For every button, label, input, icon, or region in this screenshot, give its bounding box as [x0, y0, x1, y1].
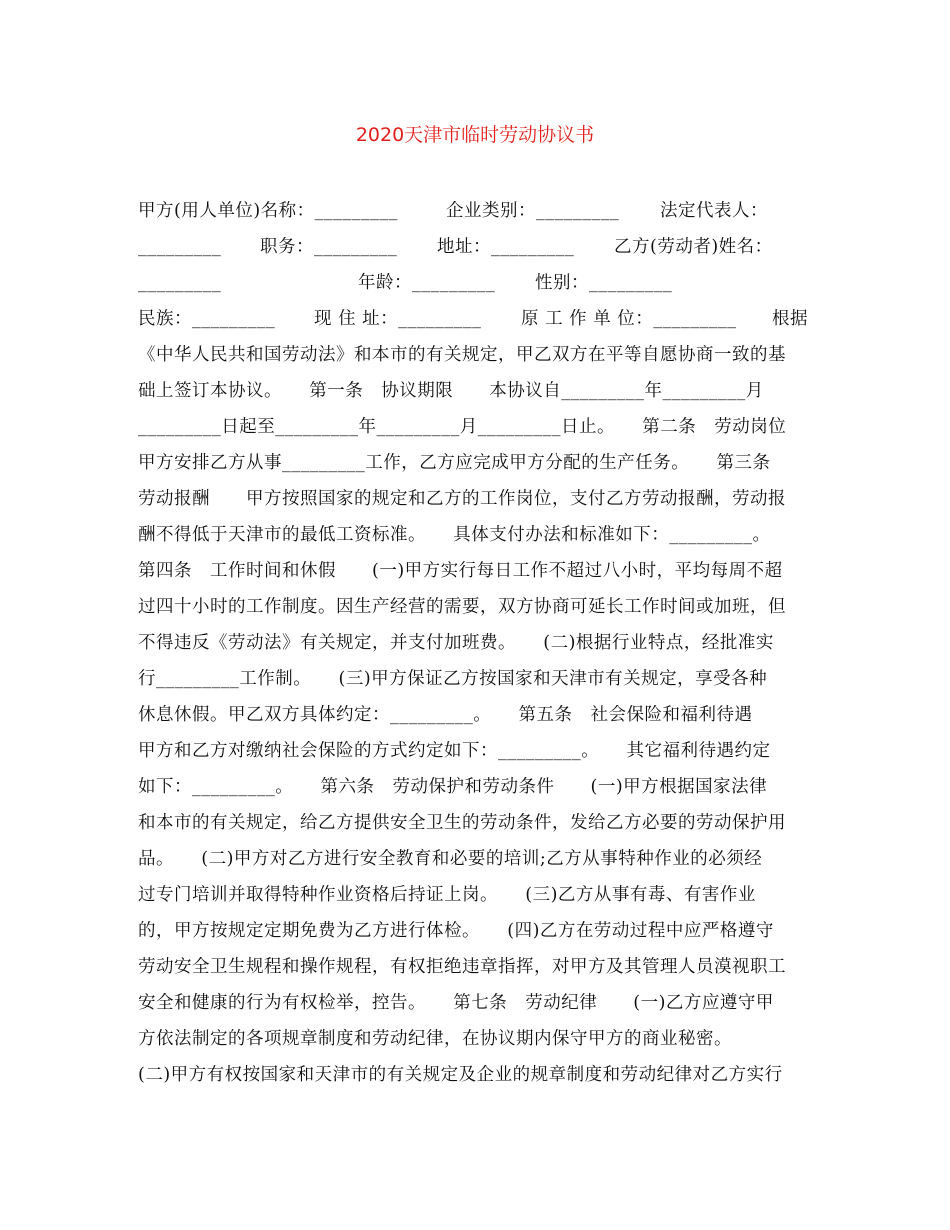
field-employee-name-blank: _________: [138, 273, 222, 293]
text-line: 劳动报酬 甲方按照国家的规定和乙方的工作岗位，支付乙方劳动报酬，劳动报: [138, 489, 786, 509]
text-line: 不得违反《劳动法》有关规定，并支付加班费。 (二)根据行业特点，经批准实: [138, 633, 774, 653]
text-line: 甲方安排乙方从事_________工作，乙方应完成甲方分配的生产任务。 第三条: [138, 453, 771, 473]
text-line: [138, 229, 810, 265]
field-employee-name: 乙方(劳动者)姓名：: [614, 237, 773, 257]
text-line: 的，甲方按规定定期免费为乙方进行体检。 (四)乙方在劳动过程中应严格遵守: [138, 921, 774, 941]
field-company-type: 企业类别：_________: [446, 201, 620, 221]
text-line: 行_________工作制。 (三)甲方保证乙方按国家和天津市有关规定，享受各种: [138, 669, 768, 689]
text-line: [138, 301, 810, 337]
text-line: 如下：_________。 第六条 劳动保护和劳动条件 (一)甲方根据国家法律: [138, 777, 768, 797]
field-legal-rep-blank: _________: [138, 237, 222, 257]
field-current-address: 现 住 址：_________: [314, 309, 482, 329]
field-previous-employer: 原 工 作 单 位：_________: [521, 309, 737, 329]
field-address: 地址：_________: [437, 237, 575, 257]
text-line: 和本市的有关规定，给乙方提供安全卫生的劳动条件，发给乙方必要的劳动保护用: [138, 813, 786, 833]
text-line: 安全和健康的行为有权检举，控告。 第七条 劳动纪律 (一)乙方应遵守甲: [138, 993, 774, 1013]
text-line: 《中华人民共和国劳动法》和本市的有关规定，甲乙双方在平等自愿协商一致的基: [138, 345, 786, 365]
text-line: 劳动安全卫生规程和操作规程，有权拒绝违章指挥，对甲方及其管理人员漠视职工: [138, 957, 786, 977]
text-line: (二)甲方有权按国家和天津市的有关规定及企业的规章制度和劳动纪律对乙方实行: [138, 1065, 783, 1085]
text-line: 甲方和乙方对缴纳社会保险的方式约定如下：_________。 其它福利待遇约定: [138, 741, 771, 761]
field-employer-name: 甲方(用人单位)名称：_________: [138, 201, 398, 221]
field-gender: 性别：_________: [535, 273, 673, 293]
field-age: 年龄：_________: [358, 273, 496, 293]
text-line: _________日起至_________年_________月_________日止。 第二条 劳动岗位: [138, 417, 787, 437]
field-legal-rep: 法定代表人：: [660, 201, 768, 221]
text-line: 品。 (二)甲方对乙方进行安全教育和必要的培训;乙方从事特种作业的必须经: [138, 849, 763, 869]
document-title: 2020天津市临时劳动协议书: [355, 124, 595, 146]
text-line: [138, 265, 810, 301]
text-line: 休息休假。甲乙双方具体约定：_________。 第五条 社会保险和福利待遇: [138, 705, 753, 725]
text-line: 过专门培训并取得特种作业资格后持证上岗。 (三)乙方从事有毒、有害作业: [138, 885, 756, 905]
text-line: 第四条 工作时间和休假 (一)甲方实行每日工作不超过八小时，平均每周不超: [138, 561, 783, 581]
text-line: [138, 193, 810, 229]
text-fragment: 根据: [772, 309, 808, 329]
field-position: 职务：_________: [260, 237, 398, 257]
text-line: 过四十小时的工作制度。因生产经营的需要，双方协商可延长工作时间或加班，但: [138, 597, 786, 617]
field-ethnicity: 民族：_________: [138, 309, 276, 329]
text-line: 础上签订本协议。 第一条 协议期限 本协议自_________年_________月: [138, 381, 764, 401]
text-line: 酬不得低于天津市的最低工资标准。 具体支付办法和标准如下：_________。: [138, 525, 771, 545]
document-body: [138, 193, 810, 1093]
text-line: 方依法制定的各项规章制度和劳动纪律，在协议期内保守甲方的商业秘密。: [138, 1029, 732, 1049]
